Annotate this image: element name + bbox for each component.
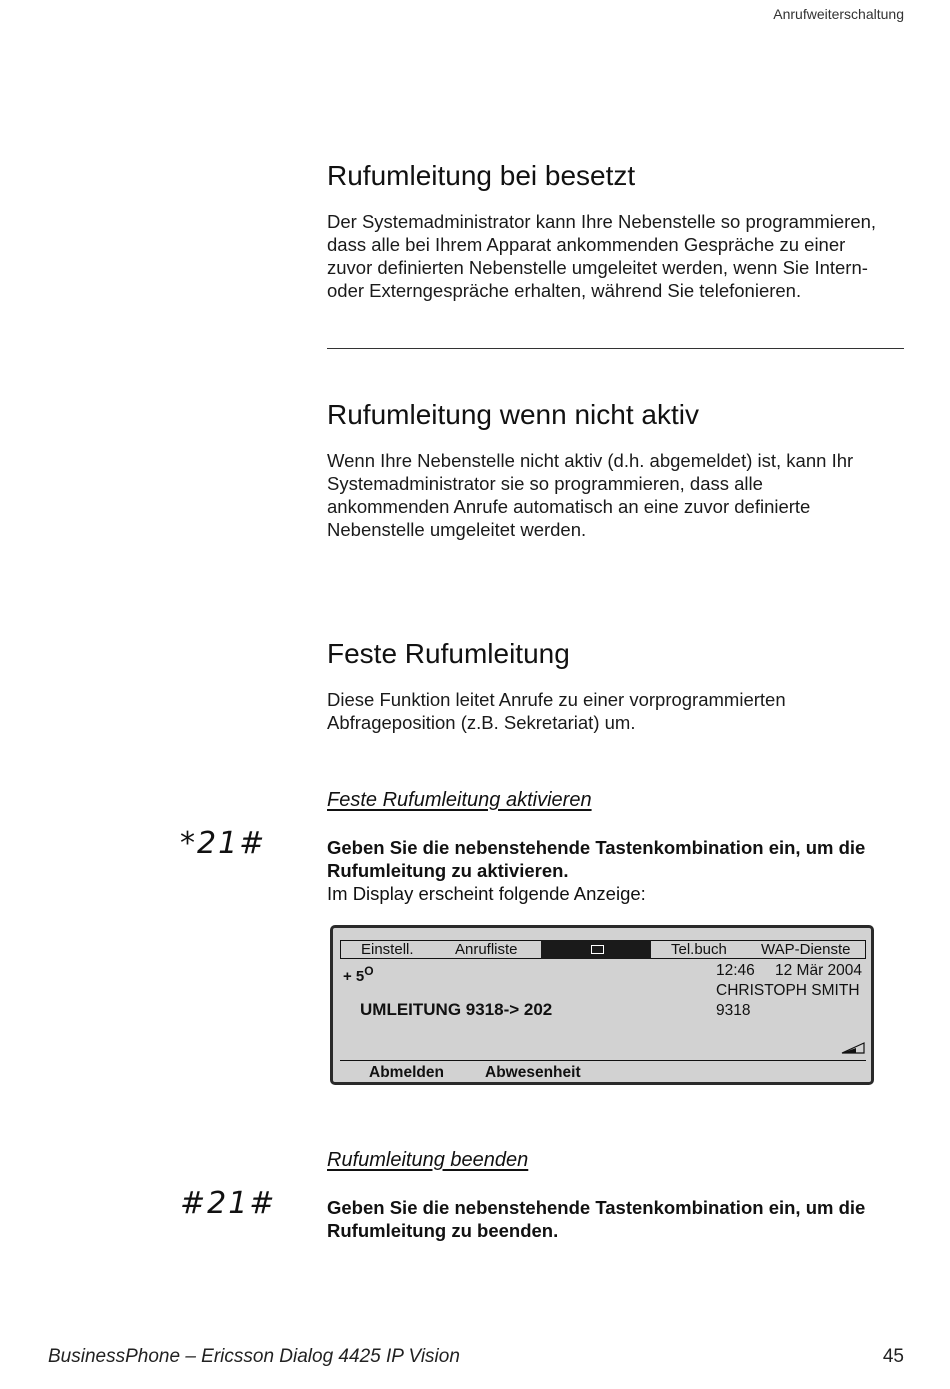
instruction-line: Geben Sie die nebenstehende Tastenkombination ein, um die (327, 837, 866, 858)
instruction-line: Geben Sie die nebenstehende Tastenkombination ein, um die (327, 1197, 866, 1218)
section-text-inactive (327, 449, 907, 541)
page-number: 45 (882, 1346, 904, 1367)
instruction-line: Rufumleitung zu aktivieren. (327, 860, 569, 881)
instruction-line: Im Display erscheint folgende Anzeige: (327, 883, 646, 904)
display-date: 12 Mär 2004 (775, 962, 863, 979)
box-icon (591, 945, 604, 954)
text-line: ankommenden Anrufe automatisch an eine zuvor definierte (327, 496, 811, 517)
menu-telbuch: Tel.buch (671, 941, 727, 958)
instruction-activate (327, 836, 907, 905)
menu-einstell: Einstell. (361, 941, 414, 958)
instruction-line: Rufumleitung zu beenden. (327, 1220, 559, 1241)
display-name: CHRISTOPH SMITH (716, 982, 860, 999)
instruction-deactivate (327, 1196, 907, 1242)
text-line: dass alle bei Ihrem Apparat ankommenden Gespräche zu einer (327, 234, 846, 255)
section-title-fixed: Feste Rufumleitung (327, 638, 570, 669)
section-title-busy: Rufumleitung bei besetzt (327, 160, 636, 191)
key-combo-activate: *21# (180, 826, 267, 861)
text-line: Abfrageposition (z.B. Sekretariat) um. (327, 712, 636, 733)
running-header: Anrufweiterschaltung (773, 6, 904, 22)
text-line: Systemadministrator sie so programmieren, dass alle (327, 473, 763, 494)
status-indicator (343, 964, 374, 985)
text-line: Wenn Ihre Nebenstelle nicht aktiv (d.h. abgemeldet) ist, kann Ihr (327, 450, 854, 471)
section-text-busy (327, 210, 907, 302)
status-sup: O (364, 964, 374, 978)
display-time: 12:46 (716, 962, 755, 979)
text-line: Der Systemadministrator kann Ihre Nebenstelle so programmieren, (327, 211, 877, 232)
key-combo-deactivate: #21# (180, 1186, 277, 1221)
signal-strength-icon (841, 1042, 865, 1054)
softkey-abmelden: Abmelden (369, 1064, 444, 1081)
phone-display (330, 925, 874, 1085)
subtitle-activate: Feste Rufumleitung aktivieren (327, 789, 592, 811)
softkey-abwesenheit: Abwesenheit (485, 1064, 581, 1081)
text-line: Nebenstelle umgeleitet werden. (327, 519, 587, 540)
section-divider (327, 348, 904, 349)
display-diversion: UMLEITUNG 9318-> 202 (360, 1000, 553, 1019)
text-line: Diese Funktion leitet Anrufe zu einer vorprogrammierten (327, 689, 786, 710)
footer-product: BusinessPhone – Ericsson Dialog 4425 IP Vision (48, 1346, 460, 1367)
text-line: oder Externgespräche erhalten, während Sie telefonieren. (327, 280, 802, 301)
display-number: 9318 (716, 1002, 751, 1019)
status-left: + 5 (343, 968, 365, 985)
display-menu-bar (340, 940, 866, 959)
softkey-divider (340, 1060, 866, 1061)
menu-anrufliste: Anrufliste (455, 941, 518, 958)
section-title-inactive: Rufumleitung wenn nicht aktiv (327, 399, 699, 430)
section-text-fixed (327, 688, 907, 734)
menu-selected-item (541, 940, 651, 959)
subtitle-deactivate: Rufumleitung beenden (327, 1149, 529, 1171)
text-line: zuvor definierten Nebenstelle umgeleitet werden, wenn Sie Intern- (327, 257, 868, 278)
menu-wap: WAP-Dienste (761, 941, 851, 958)
